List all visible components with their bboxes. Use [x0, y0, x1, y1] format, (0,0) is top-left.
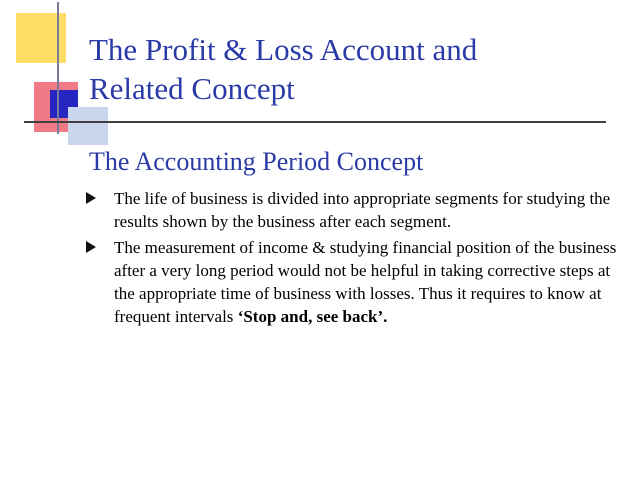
- bullet-text: The life of business is divided into appropriate segments for studying the results shown by the business after each segment.: [114, 189, 611, 231]
- decorative-vertical-line: [57, 2, 59, 134]
- title-divider-line: [24, 121, 606, 123]
- bullet-text: The measurement of income & studying financial position of the business after a very long period would not be helpful in taking corrective steps at the appropriate time of business with losses. Thus it requires to know at frequent intervals: [114, 238, 617, 326]
- bullet-arrow-icon: [86, 192, 96, 204]
- decorative-pale-blue-square: [68, 107, 108, 145]
- slide-title-line-2: Related Concept: [89, 71, 295, 106]
- slide-title-line-1: The Profit & Loss Account and: [89, 32, 478, 67]
- bullet-item: [84, 187, 624, 233]
- bullet-emphasis-text: ‘Stop and, see back’.: [237, 307, 388, 326]
- slide-title: [89, 30, 609, 108]
- bullet-item: [84, 236, 624, 328]
- slide-subtitle: The Accounting Period Concept: [89, 147, 424, 176]
- bullet-list: [84, 187, 624, 331]
- bullet-arrow-icon: [86, 241, 96, 253]
